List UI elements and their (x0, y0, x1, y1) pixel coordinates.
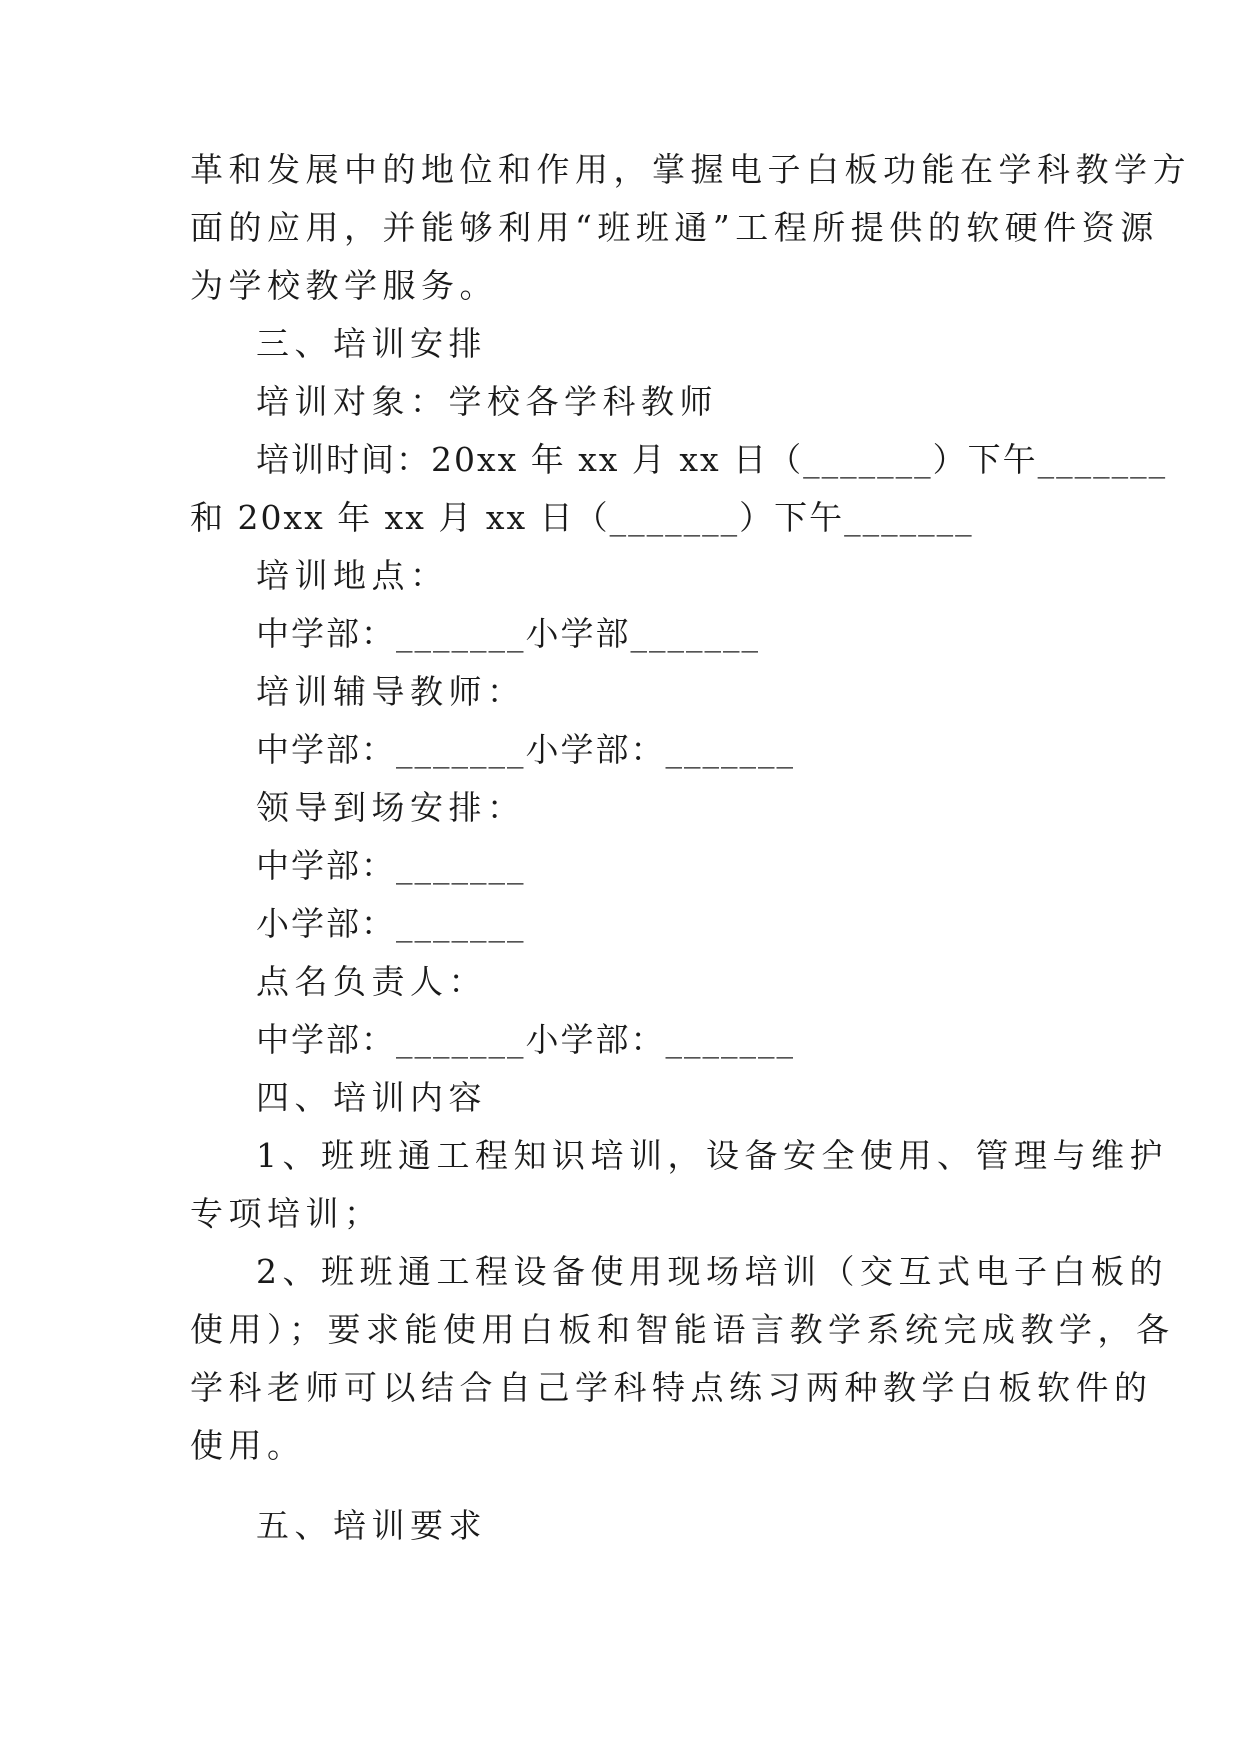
paragraph-line: 培训对象：学校各学科教师 (256, 382, 718, 421)
section-heading: 五、培训要求 (256, 1506, 487, 1545)
paragraph-line: 点名负责人： (256, 962, 487, 1001)
paragraph-line: 专项培训； (190, 1194, 383, 1233)
paragraph-line: 培训辅导教师： (256, 672, 526, 711)
paragraph-line: 中学部：_______小学部：_______ (256, 730, 795, 769)
paragraph-line: 中学部：_______小学部：_______ (256, 1020, 795, 1059)
paragraph-line: 1、班班通工程知识培训，设备安全使用、管理与维护 (256, 1136, 1168, 1175)
paragraph-line: 2、班班通工程设备使用现场培训（交互式电子白板的 (256, 1252, 1168, 1291)
paragraph-line: 使用。 (190, 1426, 306, 1465)
paragraph-line: 培训地点： (256, 556, 449, 595)
paragraph-line: 革和发展中的地位和作用，掌握电子白板功能在学科教学方 (190, 150, 1191, 189)
paragraph-line: 中学部：_______小学部_______ (256, 614, 760, 653)
paragraph-line: 和 20xx 年 xx 月 xx 日（_______）下午_______ (190, 498, 974, 537)
paragraph-line: 使用）；要求能使用白板和智能语言教学系统完成教学，各 (190, 1310, 1175, 1349)
paragraph-line: 为学校教学服务。 (190, 266, 498, 305)
paragraph-line: 领导到场安排： (256, 788, 526, 827)
paragraph-line: 中学部：_______ (256, 846, 526, 885)
paragraph-line: 面的应用，并能够利用“班班通”工程所提供的软硬件资源 (190, 208, 1159, 247)
paragraph-line: 学科老师可以结合自己学科特点练习两种教学白板软件的 (190, 1368, 1153, 1407)
paragraph-line: 培训时间：20xx 年 xx 月 xx 日（_______）下午_______ (256, 440, 1168, 479)
section-heading: 四、培训内容 (256, 1078, 487, 1117)
paragraph-line: 小学部：_______ (256, 904, 526, 943)
section-heading: 三、培训安排 (256, 324, 487, 363)
